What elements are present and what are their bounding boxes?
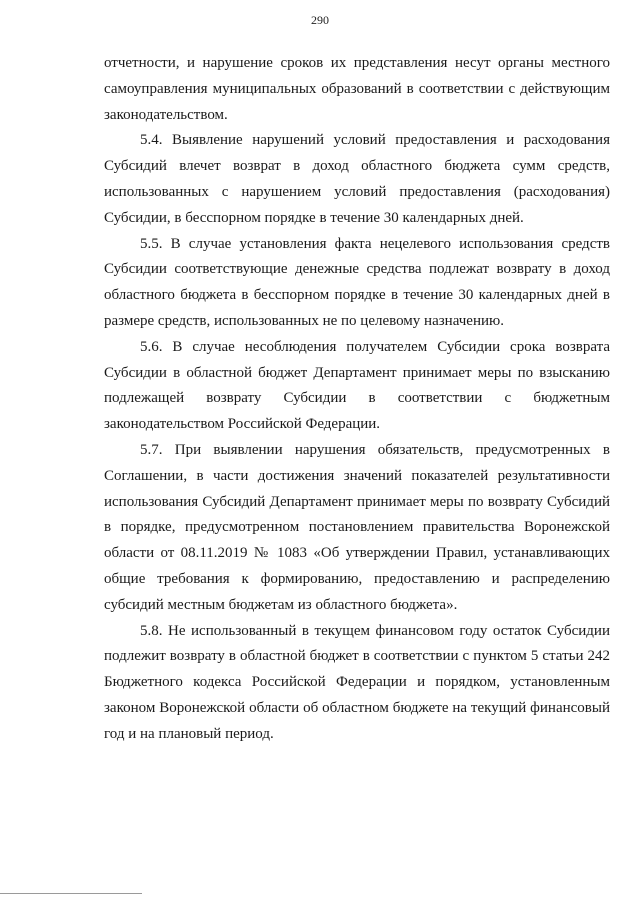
paragraph-5-8: 5.8. Не использованный в текущем финансовом году остаток Субсидии подлежит возврату в областной бюджет в соответствии с пунктом 5 статьи 242 Бюджетного кодекса Российской Федерации и порядком, установленным законом Воронежской области об областном бюджете на текущий финансовый год и на плановый период.	[104, 622, 610, 742]
paragraph-continuation: отчетности, и нарушение сроков их представления несут органы местного самоуправления муниципальных образований в соответствии с действующим законодательством.	[104, 55, 610, 123]
footer-rule	[0, 893, 142, 894]
paragraph-5-5: 5.5. В случае установления факта нецелевого использования средств Субсидии соответствующие денежные средства подлежат возврату в доход областного бюджета в бесспорном порядке в течение 30 календарных дней в размере средств, использованных не по целевому назначению.	[104, 235, 610, 329]
document-body	[104, 51, 610, 748]
paragraph-5-7: 5.7. При выявлении нарушения обязательств, предусмотренных в Соглашении, в части достижения значений показателей результативности использования Субсидий Департамент принимает меры по возврату Субсидий в порядке, предусмотренном постановлением правительства Воронежской области от 08.11.2019 № 1083 «Об утверждении Правил, устанавливающих общие требования к формированию, предоставлению и распределению субсидий местным бюджетам из областного бюджета».	[104, 441, 610, 613]
paragraph-5-4: 5.4. Выявление нарушений условий предоставления и расходования Субсидий влечет возврат в доход областного бюджета сумм средств, использованных с нарушением условий предоставления (расходования) Субсидии, в бесспорном порядке в течение 30 календарных дней.	[104, 132, 610, 226]
page-number: 290	[311, 13, 329, 27]
paragraph-5-6: 5.6. В случае несоблюдения получателем Субсидии срока возврата Субсидии в областной бюджет Департамент принимает меры по взысканию подлежащей возврату Субсидии в соответствии с бюджетным законодательством Российской Федерации.	[104, 338, 610, 433]
